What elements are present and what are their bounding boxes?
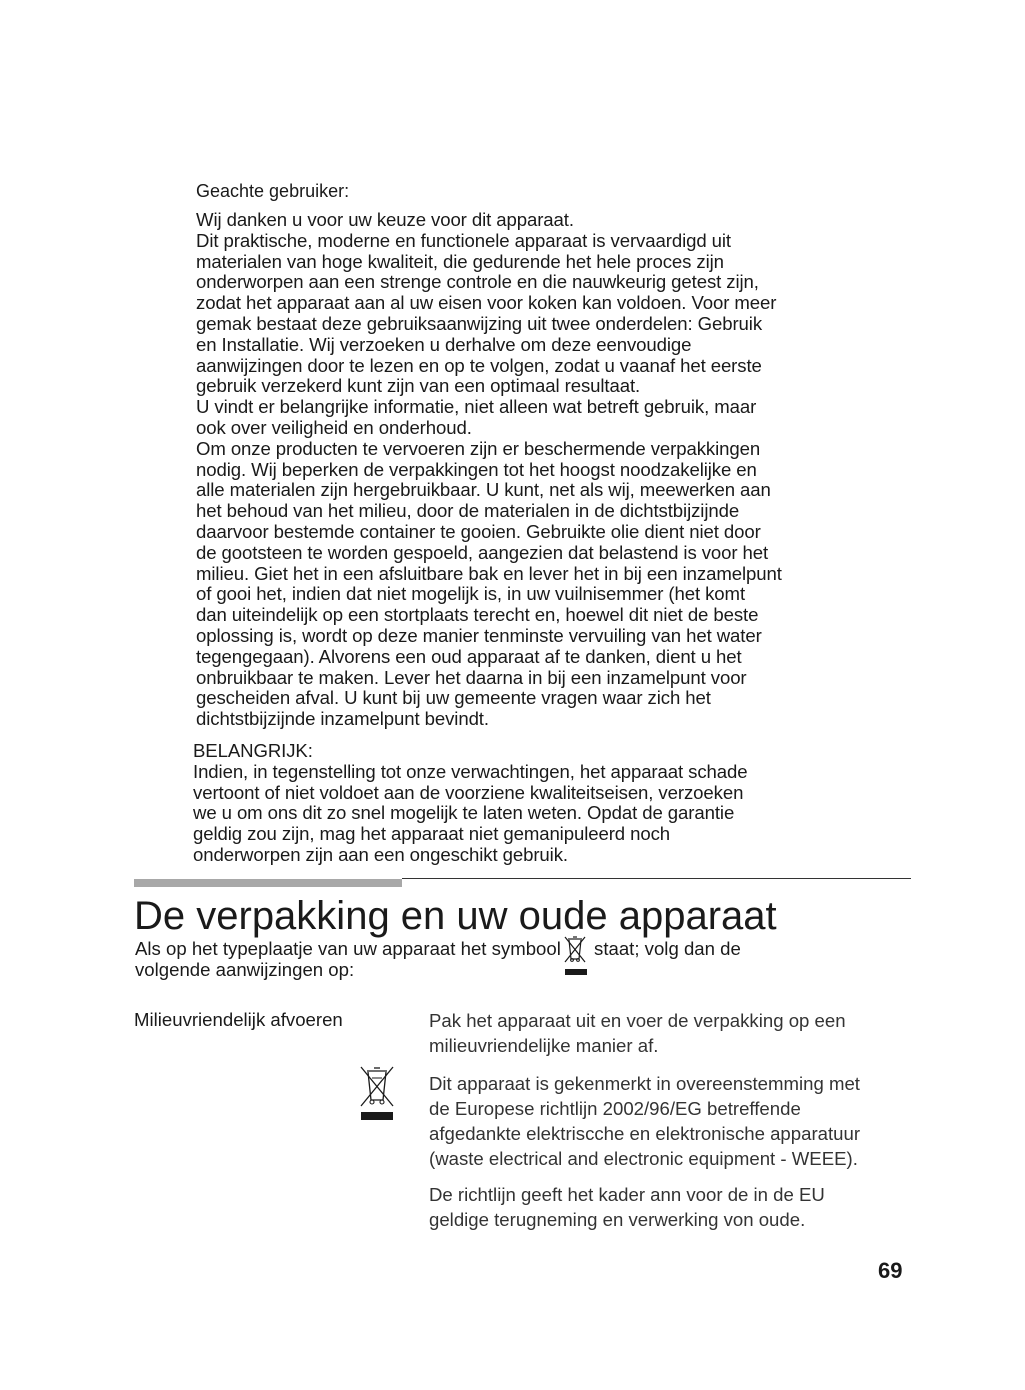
intro-line: gemak bestaat deze gebruiksaanwijzing uit twee onderdelen: Gebruik [196,312,763,334]
section-intro [135,939,835,981]
important-notice [193,741,833,866]
intro-line: de gootsteen te worden gespoeld, aangezien dat belastend is voor het [196,541,769,563]
intro-line: oplossing is, wordt op deze manier tenminste vervuiling van het water [196,624,762,646]
intro-line: dichtstbijzijnde inzamelpunt bevindt. [196,708,489,730]
paragraph-unpack [429,1008,909,1058]
page-number: 69 [878,1258,903,1283]
intro-line: tegengegaan). Alvorens een oud apparaat af te danken, dient u het [196,645,742,667]
weee-crossed-bin-icon [561,939,589,959]
intro-line: materialen van hoge kwaliteit, die gedurende het hele proces zijn [196,250,724,272]
paragraph-weee [429,1071,909,1171]
weee-crossed-bin-icon [357,1064,397,1129]
intro-line: onderworpen aan een strenge controle en die nauwkeurig getest zijn, [196,271,759,293]
important-line: geldig zou zijn, mag het apparaat niet gemanipuleerd noch [193,823,671,845]
intro-line: gebruik verzekerd kunt zijn van een optimaal resultaat. [196,375,641,397]
greeting: Geachte gebruiker: [196,181,350,201]
intro-line: zodat het apparaat aan al uw eisen voor koken kan voldoen. Voor meer [196,292,777,314]
intro-line: onbruikbaar te maken. Lever het daarna in bij een inzamelpunt voor [196,666,747,688]
intro-line: aanwijzingen door te lezen en op te volgen, zodat u vaanaf het eerste [196,354,762,376]
paragraph-directive [429,1182,909,1232]
important-line: Indien, in tegenstelling tot onze verwachtingen, het apparaat schade [193,760,748,782]
intro-line: Dit praktische, moderne en functionele apparaat is vervaardigd uit [196,229,731,251]
section-intro-text-after: staat; volg dan de [594,938,741,959]
section-intro-line2: volgende aanwijzingen op: [135,958,355,980]
intro-line: Om onze producten te vervoeren zijn er beschermende verpakkingen [196,437,761,459]
intro-line: en Installatie. Wij verzoeken u derhalve om deze eenvoudige [196,333,692,355]
intro-line: ook over veiligheid en onderhoud. [196,416,472,438]
important-heading: BELANGRIJK: [193,740,313,761]
section-intro-text-before: Als op het typeplaatje van uw apparaat het symbool [135,938,561,959]
intro-letter [196,210,836,730]
section-divider-bar [134,879,402,887]
section-title: De verpakking en uw oude apparaat [134,894,777,938]
paragraph-line: (waste electrical and electronic equipment - WEEE). [429,1148,858,1169]
intro-line: daarvoor bestemde container te gooien. Gebruikte olie dient niet door [196,520,761,542]
important-line: we u om ons dit zo snel mogelijk te laten weten. Opdat de garantie [193,802,735,824]
intro-line: milieu. Giet het in een afsluitbare bak en lever het in bij een inzamelpunt [196,562,782,584]
paragraph-line: milieuvriendelijke manier af. [429,1035,659,1056]
intro-line: of gooi het, indien dat niet mogelijk is, in uw vuilnisemmer (het komt [196,583,746,605]
intro-line: het behoud van het milieu, door de materialen in de dichtstbijzijnde [196,500,740,522]
intro-line: dan uiteindelijk op een stortplaats terecht en, hoewel dit niet de beste [196,604,759,626]
paragraph-line: De richtlijn geeft het kader ann voor de in de EU [429,1184,825,1205]
intro-line: nodig. Wij beperken de verpakkingen tot het hoogst noodzakelijke en [196,458,757,480]
intro-line: U vindt er belangrijke informatie, niet alleen wat betreft gebruik, maar [196,396,757,418]
intro-line: gescheiden afval. U kunt bij uw gemeente vragen waar zich het [196,687,711,709]
important-line: vertoont of niet voldoet aan de voorziene kwaliteitseisen, verzoeken [193,781,744,803]
paragraph-line: de Europese richtlijn 2002/96/EG betreffende [429,1098,801,1119]
paragraph-line: afgedankte elektriscche en elektronische apparatuur [429,1123,861,1144]
paragraph-line: Dit apparaat is gekenmerkt in overeenstemming met [429,1073,860,1094]
section-divider-line [402,878,911,879]
side-heading: Milieuvriendelijk afvoeren [134,1009,343,1030]
paragraph-line: Pak het apparaat uit en voer de verpakking op een [429,1010,846,1031]
intro-line: Wij danken u voor uw keuze voor dit apparaat. [196,209,574,230]
intro-line: alle materialen zijn hergebruikbaar. U kunt, net als wij, meewerken aan [196,479,771,501]
important-line: onderworpen zijn aan een ongeschikt gebruik. [193,843,568,865]
paragraph-line: geldige terugneming en verwerking von oude. [429,1209,806,1230]
